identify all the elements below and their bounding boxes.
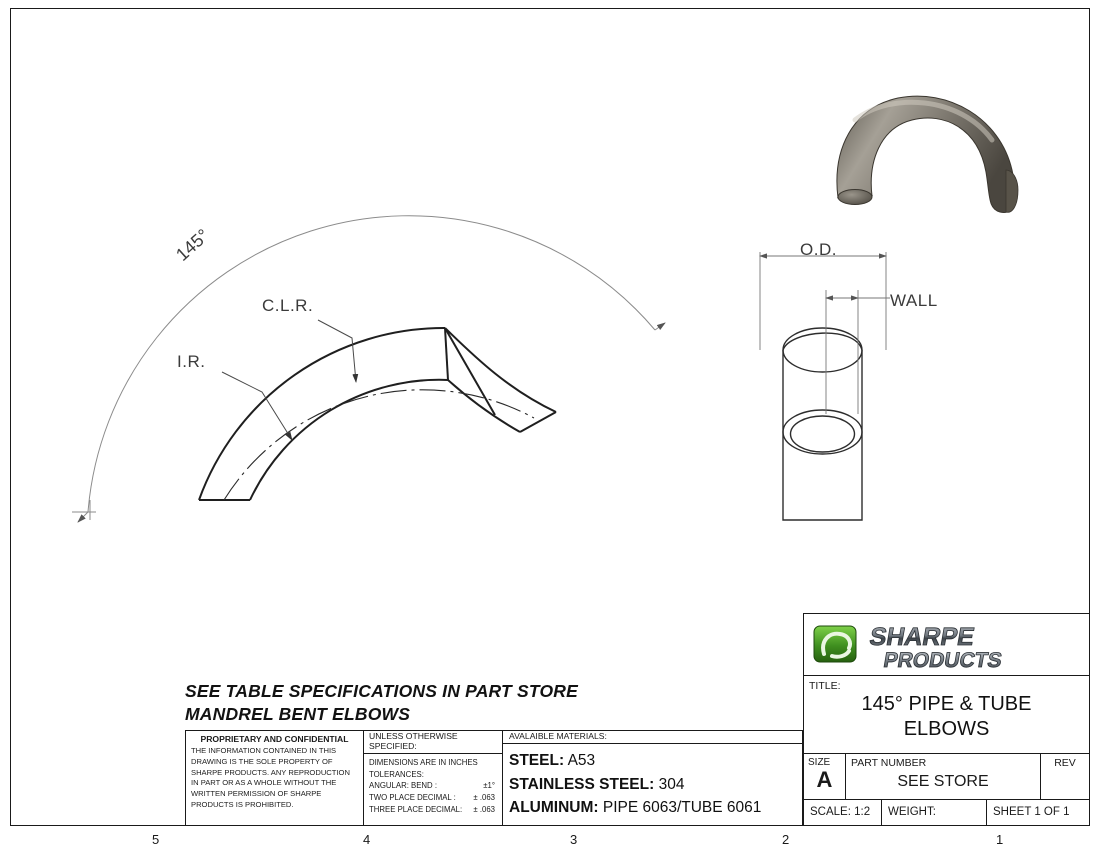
zone-number-5: 5 [152,832,160,847]
sheet-cell [987,800,1089,825]
material-row [509,773,796,797]
drawing-title-line-2: ELBOWS [903,718,990,740]
tolerance-title: TOLERANCES: [369,769,424,779]
material-row [509,796,796,820]
zone-number-3: 3 [570,832,578,847]
logo-text-products: PRODUCTS [881,649,1004,672]
material-row [509,749,796,773]
zone-number-4: 4 [363,832,371,847]
proprietary-column [186,731,364,825]
sheet-value: SHEET 1 OF 1 [993,806,1070,818]
rev-cell [1041,754,1089,799]
logo-text-sharpe: SHARPE [867,623,977,651]
weight-value: WEIGHT: [888,806,936,818]
company-logo [804,614,1089,676]
scale-cell [804,800,882,825]
drawing-title [804,692,1089,742]
size-value: A [816,767,833,792]
material-value: 304 [658,775,685,793]
tolerance-row [369,792,497,804]
drawing-notes [185,680,578,726]
title-label: TITLE: [809,680,841,692]
material-value: A53 [567,752,596,769]
note-line-1: SEE TABLE SPECIFICATIONS IN PART STORE [185,681,578,701]
part-number-row [804,754,1089,800]
tolerance-label: TWO PLACE DECIMAL : [369,793,456,803]
ir-label: I.R. [177,352,206,371]
weight-cell [882,800,987,825]
tolerance-units: DIMENSIONS ARE IN INCHES [369,758,478,767]
tolerance-value: ±1° [483,781,495,791]
material-label: STEEL: [509,752,565,769]
part-number-label: PART NUMBER [851,757,927,769]
zone-number-1: 1 [996,832,1004,847]
tolerance-label: ANGULAR: BEND : [369,781,438,791]
scale-value: SCALE: 1:2 [810,806,871,818]
tolerance-label: THREE PLACE DECIMAL: [369,804,463,814]
tolerance-row [369,804,497,816]
tolerance-value: ± .063 [473,793,495,803]
note-line-2: MANDREL BENT ELBOWS [185,704,411,725]
material-value: PIPE 6063/TUBE 6061 [602,799,762,817]
tolerance-row [369,780,497,792]
angle-label: 145° [172,225,214,265]
sharpe-products-logo [804,614,1089,676]
title-block [803,613,1090,826]
material-label: STAINLESS STEEL: [509,775,655,793]
tolerance-value: ± .063 [473,804,495,814]
wall-label: WALL [890,291,938,310]
specifications-block [185,730,803,826]
zone-number-2: 2 [782,832,790,847]
title-row [804,676,1089,754]
drawing-title-line-1: 145° PIPE & TUBE [861,693,1032,715]
title-block-footer [804,800,1089,825]
proprietary-heading: PROPRIETARY AND CONFIDENTIAL [200,734,349,744]
material-label: ALUMINUM: [509,799,599,817]
materials-column [503,731,802,825]
size-label: SIZE [808,757,831,768]
clr-label: C.L.R. [262,296,314,315]
proprietary-body: THE INFORMATION CONTAINED IN THIS DRAWING IS THE SOLE PROPERTY OF SHARPE PRODUCTS. ANY REPRODUCTION IN PART OR AS A WHOLE WITHOUT THE WRITTEN PERMISSION OF SHARPE PRODUCTS IS PROHIBITED. [191,746,350,809]
materials-heading: AVALAIBLE MATERIALS: [503,731,802,744]
part-number-cell [846,754,1041,799]
part-number-value: SEE STORE [897,773,989,790]
tolerances-column [364,731,503,825]
od-label: O.D. [800,240,837,259]
rev-label: REV [1054,757,1076,769]
tolerances-heading: UNLESS OTHERWISE SPECIFIED: [364,731,502,754]
size-cell [804,754,846,799]
